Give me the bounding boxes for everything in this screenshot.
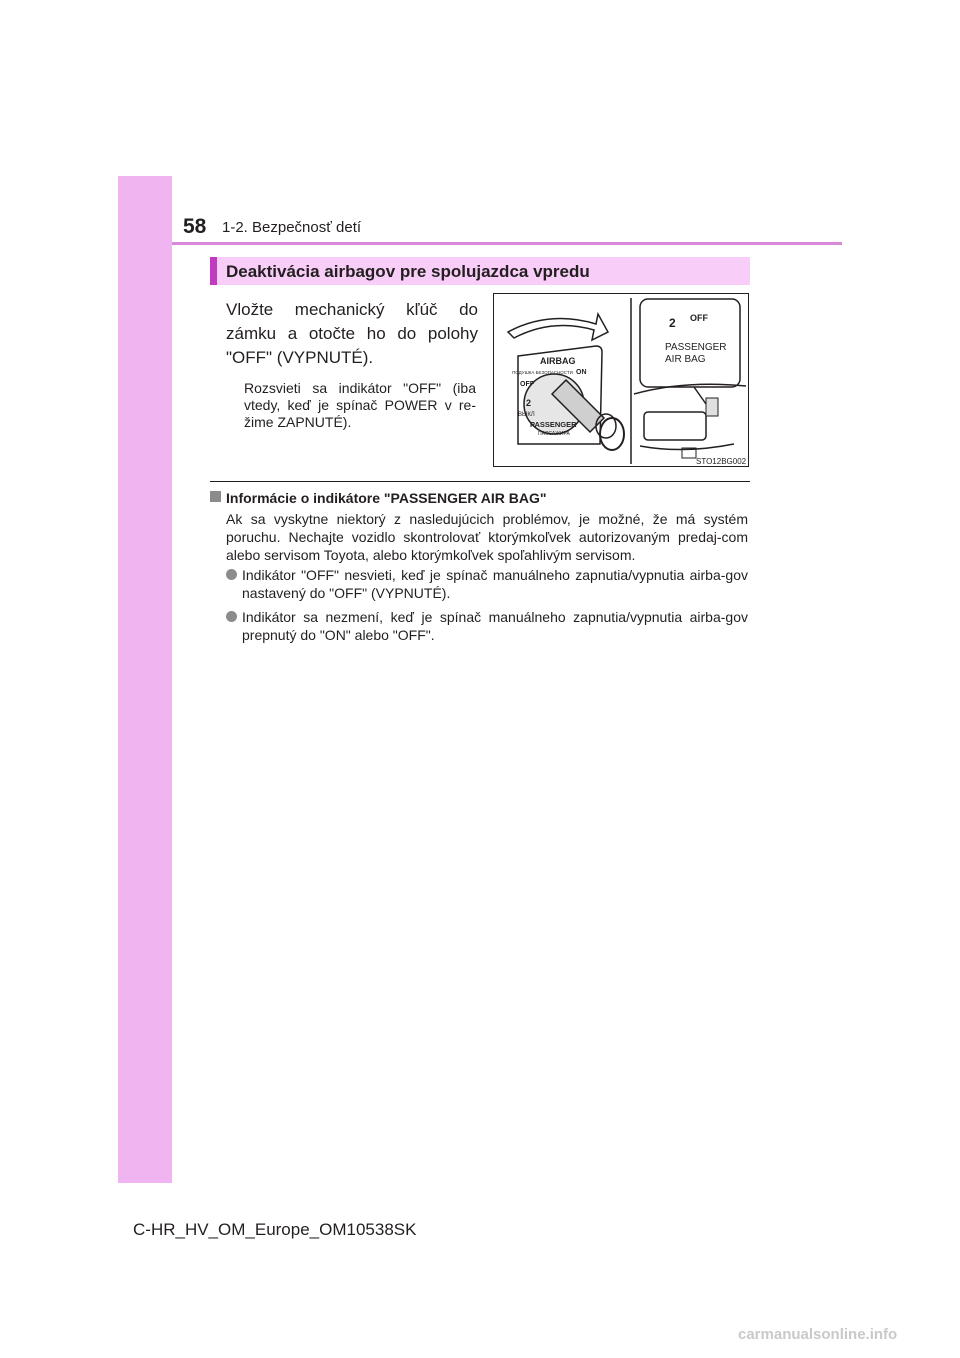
header-divider [172, 242, 842, 245]
key-ring [600, 418, 624, 450]
section-title: 1-2. Bezpečnosť detí [222, 219, 362, 236]
rotate-arrow-icon [508, 314, 608, 340]
indicator-location [706, 398, 718, 416]
center-display [644, 412, 706, 440]
lock-ru-off-label: ВЫКЛ [518, 412, 535, 418]
lock-on-label: ON [576, 369, 587, 376]
callout-pointer [694, 387, 706, 404]
step-instruction: Vložte mechanický kľúč do zámku a otočte ho do polohy "OFF" (VYPNUTÉ). [226, 300, 478, 367]
console-line [640, 444, 734, 450]
figure-illustration [494, 294, 749, 467]
info-body: Ak sa vyskytne niektorý z nasledujúcich problémov, je možné, že má systém poruchu. Nechajte vozidlo skontrolovať ktorýmkoľvek autorizovaným predaj-com alebo servisom Toyota, alebo ktorýmkoľvek spoľahlivým servisom. [226, 511, 748, 563]
info-bullet-2 [226, 608, 748, 644]
lock-airbag-label: AIRBAG [540, 356, 576, 366]
bullet-dot-icon [226, 569, 237, 580]
indicator-line2: AIR BAG [665, 354, 706, 365]
bullet-text: Indikátor sa nezmení, keď je spínač manuálneho zapnutia/vypnutia airba-gov prepnutý do "ON" alebo "OFF". [242, 609, 748, 643]
lock-icon-number: 2 [526, 398, 532, 408]
bullet-text: Indikátor "OFF" nesvieti, keď je spínač manuálneho zapnutia/vypnutia airba-gov nastavený do "OFF" (VYPNUTÉ). [242, 567, 748, 601]
lock-ru-passenger-label: ПАССАЖИРА [538, 431, 570, 437]
lock-passenger-label: PASSENGER [530, 420, 577, 429]
figure-code: STO12BG002 [696, 457, 747, 466]
section-divider [210, 481, 750, 482]
lock-ru-top-label: ПОДУШКА БЕЗОПАСНОСТИ [512, 370, 573, 375]
section-heading: Deaktivácia airbagov pre spolujazdca vpredu [226, 262, 590, 281]
indicator-icon-number: 2 [669, 316, 676, 330]
page-number: 58 [183, 215, 207, 238]
footer-doc-code: C-HR_HV_OM_Europe_OM10538SK [133, 1220, 417, 1239]
lock-off-label: OFF [520, 381, 534, 388]
airbag-switch-figure [493, 293, 749, 467]
step-note: Rozsvieti sa indikátor "OFF" (iba vtedy, keď je spínač POWER v re-žime ZAPNUTÉ). [244, 380, 476, 430]
info-title: Informácie o indikátore "PASSENGER AIR BAG" [226, 490, 547, 506]
watermark: carmanualsonline.info [738, 1326, 898, 1343]
bullet-dot-icon [226, 611, 237, 622]
info-bullet-1 [226, 566, 748, 602]
info-marker-icon [210, 491, 221, 502]
indicator-line1: PASSENGER [665, 342, 727, 353]
heading-accent [210, 257, 217, 285]
indicator-off-label: OFF [690, 313, 708, 323]
side-tab-bar [118, 176, 172, 1183]
